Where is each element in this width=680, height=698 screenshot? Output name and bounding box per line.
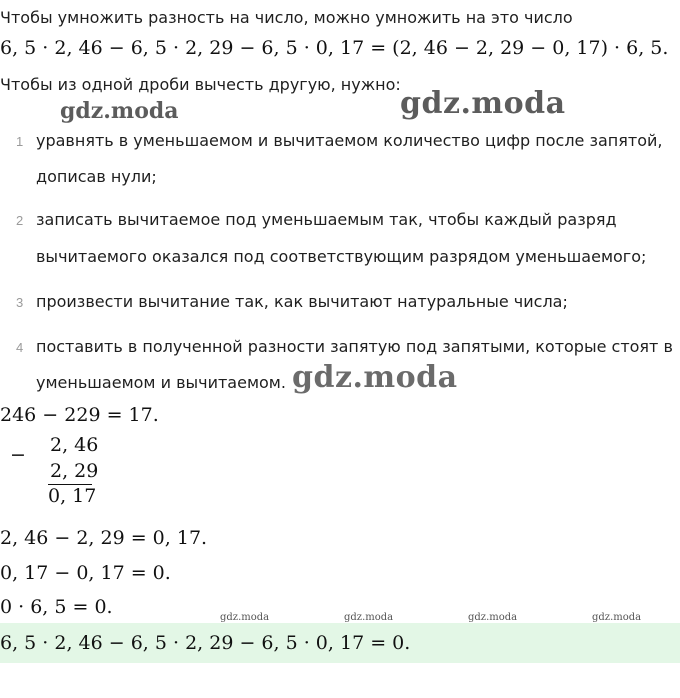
watermark-logo: gdz.moda	[292, 360, 458, 395]
equation-2: 0, 17 − 0, 17 = 0.	[0, 562, 171, 584]
watermark-logo: gdz.moda	[344, 612, 394, 623]
step-text: записать вычитаемое под уменьшаемым так, чтобы каждый разряд	[36, 210, 617, 229]
minus-sign: −	[10, 444, 26, 466]
watermark-logo: gdz.moda	[60, 98, 179, 124]
watermark-logo: gdz.moda	[592, 612, 642, 623]
equation-1: 2, 46 − 2, 29 = 0, 17.	[0, 527, 208, 549]
watermark-logo: gdz.moda	[220, 612, 270, 623]
step-text: поставить в полученной разности запятую под запятыми, которые стоят в	[36, 337, 673, 356]
minuend: 2, 46	[50, 434, 99, 456]
subtrahend: 2, 29	[50, 460, 99, 482]
difference: 0, 17	[48, 485, 97, 507]
equation-3: 0 · 6, 5 = 0.	[0, 596, 113, 618]
step-number: 2	[16, 213, 24, 228]
intro-formula: 6, 5 · 2, 46 − 6, 5 · 2, 29 − 6, 5 · 0, 17 = (2, 46 − 2, 29 − 0, 17) · 6, 5.	[0, 37, 669, 59]
watermark-logo: gdz.moda	[468, 612, 518, 623]
step-number: 1	[16, 134, 24, 149]
step-number: 3	[16, 295, 24, 310]
step-text: произвести вычитание так, как вычитают натуральные числа;	[36, 292, 568, 311]
final-answer: 6, 5 · 2, 46 − 6, 5 · 2, 29 − 6, 5 · 0, 17 = 0.	[0, 632, 411, 654]
step-text: уменьшаемом и вычитаемом.	[36, 373, 286, 392]
step-text: дописав нули;	[36, 167, 157, 186]
intro-line-1: Чтобы умножить разность на число, можно умножить на это число	[0, 8, 573, 27]
intro-line-2: Чтобы из одной дроби вычесть другую, нужно:	[0, 75, 401, 94]
step-text: уравнять в уменьшаемом и вычитаемом количество цифр после запятой,	[36, 131, 663, 150]
watermark-logo: gdz.moda	[400, 86, 566, 121]
step-number: 4	[16, 340, 24, 355]
natural-subtraction: 246 − 229 = 17.	[0, 404, 159, 426]
step-text: вычитаемого оказался под соответствующим разрядом уменьшаемого;	[36, 247, 647, 266]
